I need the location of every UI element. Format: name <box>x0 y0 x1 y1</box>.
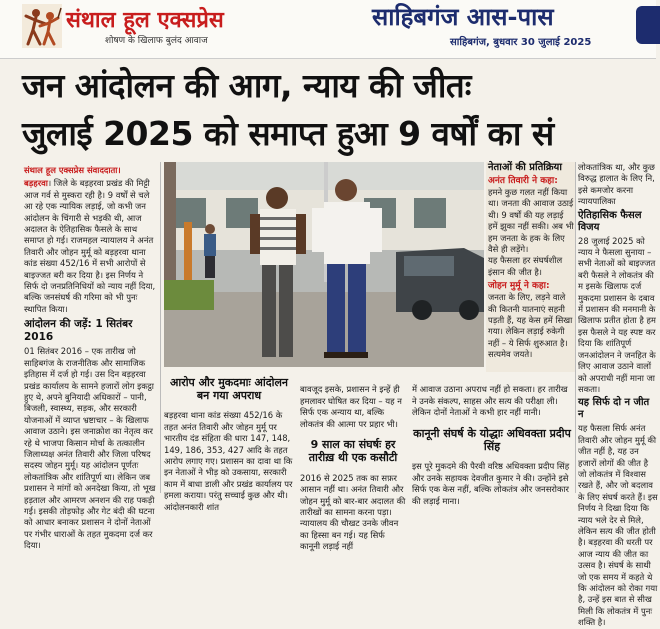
dateline: साहिबगंज, बुधवार 30 जुलाई 2025 <box>450 37 592 48</box>
quote: यह फैसला हर संघर्षशील इंसान की जीत है। <box>488 255 563 277</box>
dateline-place: बड़हरवा <box>24 178 48 189</box>
headline-line-1: जन आंदोलन की आग, न्याय की जीतः <box>22 66 471 105</box>
paragraph: इस पूरे मुकदमे की पैरवी वरिष्ठ अधिवक्ता प्रदीप सिंह और उनके सहायक देवजीत कुमार ने की। उन्होंने इसे सिर्फ एक केस नहीं, बल्कि लोकतंत्र और जनसरोकार की लड़ाई माना। <box>412 461 570 506</box>
subheading: आरोप और मुकदमाः आंदोलन बन गया अपराध <box>169 376 289 402</box>
quote: हमने कुछ गलत नहीं किया था। जनता की आवाज उठाई थी। 9 वर्षों की यह लड़ाई हमें झुका नहीं सकी। अब भी हम जनता के हक के लिए वैसे ही लड़ेंगे। <box>488 187 574 255</box>
byline: संथाल हूल एक्सप्रेस संवाददाता। <box>24 165 121 175</box>
paragraph: में आवाज उठाना अपराध नहीं हो सकता। हर तारीख ने उनके संकल्प, साहस और सत्य की परीक्षा ली। लेकिन दोनों नेताओं ने कभी हार नहीं मानी। <box>412 384 568 418</box>
article-column-2c <box>412 376 572 506</box>
page-number-badge <box>636 6 660 44</box>
reaction-box <box>486 162 576 372</box>
paragraph: लोकतांत्रिक था, और कुछ विरुद्ध हालात के लिए नि, इसे कमजोर करना न्यायपालिका <box>578 162 655 207</box>
subheading: जोहन मुर्मू ने कहा: <box>488 281 550 292</box>
quote: जनता के लिए, लड़ने वाले की कितनी यातनाएं सहनी पड़ती हैं, यह केस हमें सिखा गया। लेकिन लड़ाई रुकेगी नहीं – ये सिर्फ शुरुआत है। सत्यमेव जयते। <box>488 292 573 360</box>
paragraph: 28 जुलाई 2025 को न्याय ने फैसला सुनाया – सभी नेताओं को बाइज्जत बरी फैसले ने लोकतंत्र की म इसके खिलाफ दर्ज मुकदमा प्रशासन के दबाव में प्रशासन की मनमानी के खिलाफ प्रतीत होता है हम इस फैसले ने यह स्पष्ट कर दिया कि शांतिपूर्ण जनआंदोलन ने जनहित के लिए आवाज उठाने वालों को अपराधी नहीं माना जा सकता। <box>578 235 656 394</box>
masthead <box>0 0 656 59</box>
subheading: ऐतिहासिक फैसल विजय <box>578 209 642 233</box>
subheading: आंदोलन की जड़ें: 1 सितंबर 2016 <box>24 318 133 344</box>
column-divider <box>160 162 161 493</box>
paragraph: 01 सितंबर 2016 – एक तारीख जो साहिबगंज के राजनीतिक और सामाजिक इतिहास में दर्ज हो गई। उस दिन बड़हरवा प्रखंड कार्यालय के सामने हजारों लोग इकट्ठा हुए थे, अपने बुनियादी अधिकारों – पानी, बिजली, स्वास्थ्य, सड़क, और सरकारी योजनाओं में व्याप्त भ्रष्टाचार – के खिलाफ आवाज उठाने। इस जनाक्रोश का नेतृत्व कर रहे थे भाजपा किसान मोर्चा के तत्कालीन जिलाध्यक्ष अनंत तिवारी और जिला परिषद सदस्य जोहन मुर्मू। यह आंदोलन पूर्णतः लोकतांत्रिक और शांतिपूर्ण था। लेकिन जब प्रशासन ने मांगों को अनदेखा किया, तो भूख हड़ताल और आमरण अनशन की राह पकड़ी गई। इसकी तोड़फोड़ और गेट बंदी की घटना को आधार बनाकर प्रशासन ने दोनों नेताओं पर गंभीर धाराओं के तहत मुकदमा दर्ज कर दिया। <box>24 346 156 551</box>
article-column-2b <box>300 376 406 552</box>
newspaper-tagline: शोषण के खिलाफ बुलंद आवाज <box>105 36 208 46</box>
paragraph: यह फैसला सिर्फ अनंत तिवारी और जोहन मुर्मू की जीत नहीं है, यह उन हजारों लोगों की जीत है जो लोकतंत्र में विश्वास रखते हैं, और जो बदलाव के लिए संघर्ष करते हैं। इस निर्णय ने दिखा दिया कि न्याय भले देर से मिले, लेकिन सत्य की जीत होती है। बड़हरवा की धरती पर आज न्याय की जीत का उत्सव है। संघर्ष के साथी जो एक समय में कहते थे कि आंदोलन को रोका गया है, उन्हें इस बात से सीख मिली कि लोकतंत्र में पुनः शक्ति है। <box>578 423 658 628</box>
paragraph: बड़हरवा। जिले के बड़हरवा प्रखंड की मिट्टी आज गर्व से मुस्करा रही है। 9 वर्षों से चले आ रहे एक न्यायिक लड़ाई, जो कभी जन आंदोलन के चिंगारी से भड़की थी, आज अदालत के ऐतिहासिक फैसले के साथ समाप्त हो गई। राजमहल न्यायालय ने अनंत तिवारी और जोहन मुर्मू को बड़हरवा थाना कांड संख्या 452/16 में सभी आरोपों से बाइज्जत बरी कर दिया है। इस निर्णय ने सिर्फ दो जनप्रतिनिधियों को न्याय नहीं दिया, बल्कि जनसंघर्ष की गरिमा को भी पुनः स्थापित किया। <box>24 178 156 314</box>
paragraph: बड़हरवा थाना कांड संख्या 452/16 के तहत अनंत तिवारी और जोहन मुर्मू पर भारतीय दंड संहिता की धारा 147, 148, 149, 186, 353, 427 आदि के तहत आरोप लगाए गए। प्रशासन का दावा था कि इन नेताओं ने भीड़ को उकसाया, सरकारी काम में बाधा डाली और प्रखंड कार्यालय पर हमला कराया। परंतु सच्चाई कुछ और थी। आंदोलनकारी शांत <box>164 410 293 512</box>
news-photo <box>164 162 484 367</box>
paragraph: 2016 से 2025 तक का सफ़र आसान नहीं था। अनंत तिवारी और जोहन मुर्मू को बार-बार अदालत की तारीखों का सामना करना पड़ा। न्यायालय की चौखट उनके जीवन का हिस्सा बन गई। यह सिर्फ कानूनी लड़ाई नहीं <box>300 472 406 552</box>
newspaper-brand: संथाल हूल एक्सप्रेस <box>66 7 224 33</box>
section-title: साहिबगंज आस-पास <box>372 2 554 31</box>
paragraph: बावजूद इसके, प्रशासन ने इन्हें ही हमलावर घोषित कर दिया – यह न सिर्फ एक अन्याय था, बल्कि लोकतंत्र की आत्मा पर प्रहार भी। <box>300 384 402 429</box>
subheading: 9 साल का संघर्षः हर तारीख़ थी एक कसौटी <box>308 438 398 465</box>
article-column-1 <box>24 165 156 551</box>
subheading: अनंत तिवारी ने कहा: <box>488 176 558 186</box>
subheading: कानूनी संघर्ष के योद्धाः अधिवक्ता प्रदीप सिंह <box>413 427 571 453</box>
subheading: यह सिर्फ दो न जीत न <box>578 397 650 421</box>
reaction-box-title: नेताओं की प्रतिक्रिया <box>488 162 562 173</box>
article-column-4 <box>578 162 658 628</box>
headline-line-2: जुलाई 2025 को समाप्त हुआ 9 वर्षों का सं <box>22 114 554 153</box>
article-column-2a <box>164 376 294 512</box>
column-divider <box>575 162 576 493</box>
santhal-warrior-logo-icon <box>22 4 62 48</box>
